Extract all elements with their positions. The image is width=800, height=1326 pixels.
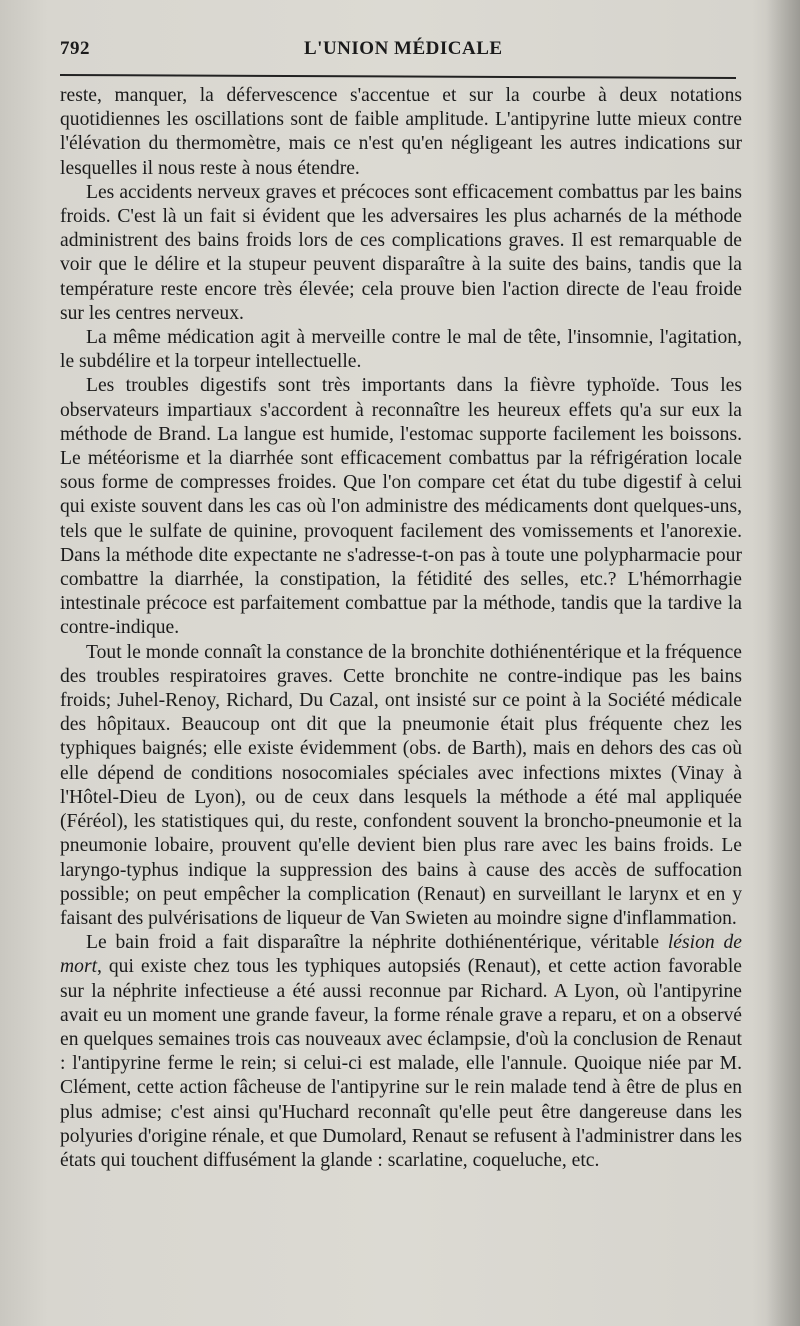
article-body — [60, 84, 742, 1173]
page-header — [60, 38, 744, 68]
page-edge-shadow — [766, 0, 800, 1326]
page-number: 792 — [60, 38, 90, 59]
paragraph-continued: reste, manquer, la défervescence s'accentue et sur la courbe à deux notations quotidiennes les oscillations sont de faible amplitude. L'antipyrine lutte mieux contre l'élévation du thermomètre, mais ce n'est qu'en négligeant les autres indications sur lesquelles il nous reste à nous étendre. — [60, 85, 742, 179]
paragraph-digestive-troubles: Les troubles digestifs sont très importants dans la fièvre typhoïde. Tous les observateurs impartiaux s'accordent à reconnaître les heureux effets qu'a sur eux la méthode de Brand. La langue est humide, l'estomac supporte facilement les boissons. Le météorisme et la diarrhée sont efficacement combattus par la réfrigération locale sous forme de compresses froides. Que l'on compare cet état du tube digestif à celui qui existe souvent dans les cas où l'on administre des médicaments dont quelques-uns, tels que le sulfate de quinine, provoquent facilement des vomissements et l'anorexie. Dans la méthode dite expectante ne s'adresse-t-on pas à toute une polypharmacie pour combattre la diarrhée, la constipation, la fétidité des selles, etc.? L'hémorrhagie intestinale précoce est parfaitement combattue par la méthode, tandis que la tardive la contre-indique. — [60, 375, 742, 639]
header-rule — [60, 74, 736, 79]
paragraph-bronchitis: Tout le monde connaît la constance de la bronchite dothiénentérique et la fréquence des troubles respiratoires graves. Cette bronchite ne contre-indique pas les bains froids; Juhel-Renoy, Richard, Du Cazal, ont insisté sur ce point à la Société médicale des hôpitaux. Beaucoup ont dit que la pneumonie était plus fréquente chez les typhiques baignés; elle existe évidemment (obs. de Barth), mais en dehors des cas où elle dépend de conditions nosocomiales spéciales avec infections mixtes (Vinay à l'Hôtel-Dieu de Lyon), ou de ceux dans lesquels la méthode a été mal appliquée (Féréol), les statistiques qui, du reste, confondent souvent la broncho-pneumonie et la pneumonie lobaire, prouvent qu'elle devient bien plus rare avec les bains froids. Le laryngo-typhus indique la suppression des bains à cause des accès de suffocation possible; on peut empêcher la complication (Renaut) en surveillant le larynx et en y faisant des pulvérisations de liqueur de Van Swieten au moindre signe d'inflammation. — [60, 641, 742, 929]
paragraph-nephritis — [60, 931, 742, 1173]
paragraph-nervous-accidents: Les accidents nerveux graves et précoces sont efficacement combattus par les bains froids. C'est là un fait si évident que les adversaires les plus acharnés de la méthode administrent des bains froids lors de ces complications graves. Il est remarquable de voir que le délire et la stupeur peuvent disparaître à la suite des bains, tandis que la température reste encore très élevée; cela prouve bien l'action directe de l'eau froide sur les centres nerveux. — [60, 181, 742, 324]
paragraph-headache: La même médication agit à merveille contre le mal de tête, l'insomnie, l'agitation, le subdélire et la torpeur intellectuelle. — [60, 327, 742, 373]
nephritis-italic-phrase: lésion de mort — [60, 932, 742, 978]
running-title: L'UNION MÉDICALE — [304, 38, 503, 59]
nephritis-text-start: Le bain froid a fait disparaître la néphrite dothiénentérique, véritable — [86, 932, 668, 954]
nephritis-text-end: , qui existe chez tous les typhiques autopsiés (Renaut), et cette action favorable sur la néphrite infectieuse a été aussi reconnue par Richard. A Lyon, où l'antipyrine avait eu un moment une grande faveur, la forme rénale grave a reparu, et on a observé en quelques semaines trois cas nouveaux avec éclampsie, d'où la conclusion de Renaut : l'antipyrine ferme le rein; si celui-ci est malade, elle l'annule. Quoique niée par M. Clément, cette action fâcheuse de l'antipyrine sur le rein malade tend à être de plus en plus admise; c'est ainsi qu'Huchard reconnaît qu'elle peut être dangereuse dans les polyuries d'origine rénale, et que Dumolard, Renaut se refusent à l'administrer dans les états qui touchent diffusément la glande : scarlatine, coqueluche, etc. — [60, 956, 742, 1171]
